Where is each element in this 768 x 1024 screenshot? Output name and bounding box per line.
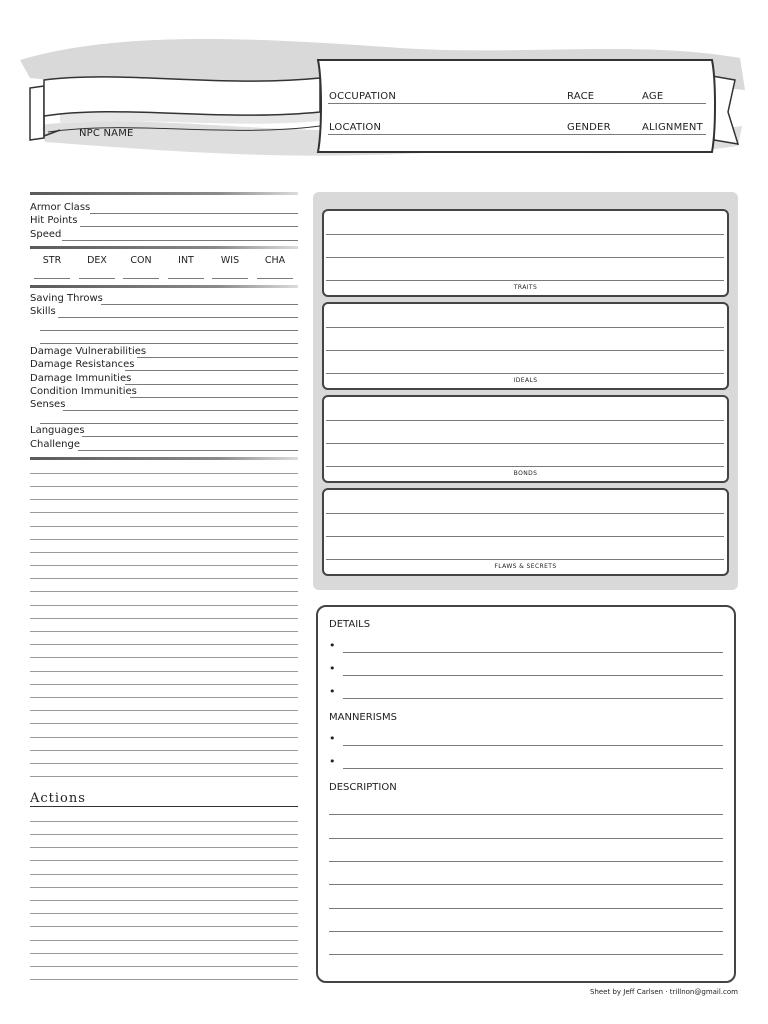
description-line[interactable]	[329, 884, 723, 885]
notes-line[interactable]	[30, 631, 298, 632]
stat-divider-saves	[30, 285, 298, 288]
actions-line[interactable]	[30, 847, 298, 848]
damage-vulnerabilities-line[interactable]	[137, 357, 298, 358]
ability-int-field[interactable]	[168, 278, 204, 279]
notes-line[interactable]	[30, 750, 298, 751]
notes-line[interactable]	[30, 591, 298, 592]
skills-line-1[interactable]	[58, 317, 298, 318]
notes-line[interactable]	[30, 723, 298, 724]
notes-line[interactable]	[30, 763, 298, 764]
notes-line[interactable]	[30, 578, 298, 579]
bonds-line[interactable]	[326, 466, 724, 467]
flaws-line[interactable]	[326, 513, 724, 514]
stat-divider-abilities	[30, 246, 298, 249]
actions-line[interactable]	[30, 900, 298, 901]
occupation-line[interactable]	[328, 103, 706, 104]
ideals-line[interactable]	[326, 327, 724, 328]
details-bullet-2: •	[329, 662, 336, 675]
actions-line[interactable]	[30, 953, 298, 954]
description-line[interactable]	[329, 861, 723, 862]
description-heading: DESCRIPTION	[329, 782, 397, 793]
challenge-line[interactable]	[78, 450, 298, 451]
actions-line[interactable]	[30, 860, 298, 861]
skills-line-3[interactable]	[40, 343, 298, 344]
actions-title: Actions	[30, 791, 86, 806]
saving-throws-line[interactable]	[101, 304, 298, 305]
damage-immunities-label: Damage Immunities	[30, 373, 132, 384]
condition-immunities-line[interactable]	[130, 397, 298, 398]
ability-wis-label: WIS	[220, 255, 240, 266]
bonds-line[interactable]	[326, 443, 724, 444]
stat-divider-top	[30, 192, 298, 195]
alignment-label: ALIGNMENT	[642, 122, 703, 133]
languages-line[interactable]	[82, 436, 298, 437]
hit-points-label: Hit Points	[30, 215, 78, 226]
damage-resistances-line[interactable]	[125, 370, 298, 371]
condition-immunities-label: Condition Immunities	[30, 386, 137, 397]
details-bullet-3: •	[329, 685, 336, 698]
location-line[interactable]	[328, 134, 706, 135]
age-label: AGE	[642, 91, 664, 102]
bonds-line[interactable]	[326, 420, 724, 421]
details-bullet-1: •	[329, 639, 336, 652]
footer-credit: Sheet by Jeff Carlsen · trillnon@gmail.com	[590, 988, 738, 996]
actions-line[interactable]	[30, 821, 298, 822]
mannerisms-line-2[interactable]	[343, 768, 723, 769]
description-line[interactable]	[329, 838, 723, 839]
senses-label: Senses	[30, 399, 66, 410]
ability-int-label: INT	[178, 255, 194, 266]
traits-line[interactable]	[326, 257, 724, 258]
skills-label: Skills	[30, 306, 56, 317]
ability-con-label: CON	[130, 255, 152, 266]
armor-class-label: Armor Class	[30, 202, 91, 213]
location-label: LOCATION	[329, 122, 382, 133]
details-heading: DETAILS	[329, 619, 371, 630]
npc-name-label: NPC NAME	[79, 128, 134, 139]
saving-throws-label: Saving Throws	[30, 293, 103, 304]
ideals-line[interactable]	[326, 373, 724, 374]
speed-label: Speed	[30, 229, 62, 240]
ability-cha-field[interactable]	[257, 278, 293, 279]
description-line[interactable]	[329, 908, 723, 909]
flaws-line[interactable]	[326, 559, 724, 560]
languages-label: Languages	[30, 425, 85, 436]
notes-line[interactable]	[30, 657, 298, 658]
traits-label: TRAITS	[513, 284, 538, 291]
mannerisms-heading: MANNERISMS	[329, 712, 397, 723]
notes-line[interactable]	[30, 473, 298, 474]
notes-line[interactable]	[30, 526, 298, 527]
bonds-label: BONDS	[513, 470, 538, 477]
notes-line[interactable]	[30, 539, 298, 540]
damage-vulnerabilities-label: Damage Vulnerabilities	[30, 346, 147, 357]
gender-label: GENDER	[567, 122, 611, 133]
ideals-label: IDEALS	[513, 377, 538, 384]
damage-immunities-line[interactable]	[125, 384, 298, 385]
description-line[interactable]	[329, 931, 723, 932]
ability-wis-field[interactable]	[212, 278, 248, 279]
traits-line[interactable]	[326, 234, 724, 235]
notes-line[interactable]	[30, 552, 298, 553]
challenge-label: Challenge	[30, 439, 80, 450]
actions-line[interactable]	[30, 966, 298, 967]
ability-con-field[interactable]	[123, 278, 159, 279]
ideals-line[interactable]	[326, 350, 724, 351]
ability-dex-field[interactable]	[79, 278, 115, 279]
actions-line[interactable]	[30, 874, 298, 875]
stat-divider-notes	[30, 457, 298, 460]
ability-cha-label: CHA	[264, 255, 286, 266]
notes-line[interactable]	[30, 776, 298, 777]
actions-line[interactable]	[30, 834, 298, 835]
actions-line[interactable]	[30, 887, 298, 888]
traits-line[interactable]	[326, 280, 724, 281]
notes-line[interactable]	[30, 684, 298, 685]
flaws-line[interactable]	[326, 536, 724, 537]
occupation-label: OCCUPATION	[329, 91, 397, 102]
details-box	[316, 605, 736, 983]
details-line-3[interactable]	[343, 698, 723, 699]
notes-line[interactable]	[30, 486, 298, 487]
notes-line[interactable]	[30, 512, 298, 513]
senses-line-2[interactable]	[40, 423, 298, 424]
description-line[interactable]	[329, 954, 723, 955]
details-line-2[interactable]	[343, 675, 723, 676]
ability-str-label: STR	[42, 255, 62, 266]
actions-line[interactable]	[30, 926, 298, 927]
actions-title-rule	[30, 806, 298, 807]
notes-line[interactable]	[30, 644, 298, 645]
description-line[interactable]	[329, 814, 723, 815]
details-line-1[interactable]	[343, 652, 723, 653]
mannerisms-bullet-1: •	[329, 732, 336, 745]
ability-dex-label: DEX	[87, 255, 107, 266]
notes-line[interactable]	[30, 710, 298, 711]
actions-line[interactable]	[30, 979, 298, 980]
mannerisms-line-1[interactable]	[343, 745, 723, 746]
ability-str-field[interactable]	[34, 278, 70, 279]
actions-line[interactable]	[30, 940, 298, 941]
notes-line[interactable]	[30, 565, 298, 566]
hit-points-line[interactable]	[80, 226, 298, 227]
damage-resistances-label: Damage Resistances	[30, 359, 135, 370]
actions-line[interactable]	[30, 913, 298, 914]
notes-line[interactable]	[30, 697, 298, 698]
notes-line[interactable]	[30, 737, 298, 738]
notes-line[interactable]	[30, 605, 298, 606]
race-label: RACE	[567, 91, 595, 102]
flaws-label: FLAWS & SECRETS	[494, 563, 557, 570]
mannerisms-bullet-2: •	[329, 755, 336, 768]
skills-line-2[interactable]	[40, 330, 298, 331]
notes-line[interactable]	[30, 499, 298, 500]
notes-line[interactable]	[30, 671, 298, 672]
senses-line-1[interactable]	[63, 410, 298, 411]
speed-line[interactable]	[62, 240, 298, 241]
armor-class-line[interactable]	[90, 213, 298, 214]
notes-line[interactable]	[30, 618, 298, 619]
